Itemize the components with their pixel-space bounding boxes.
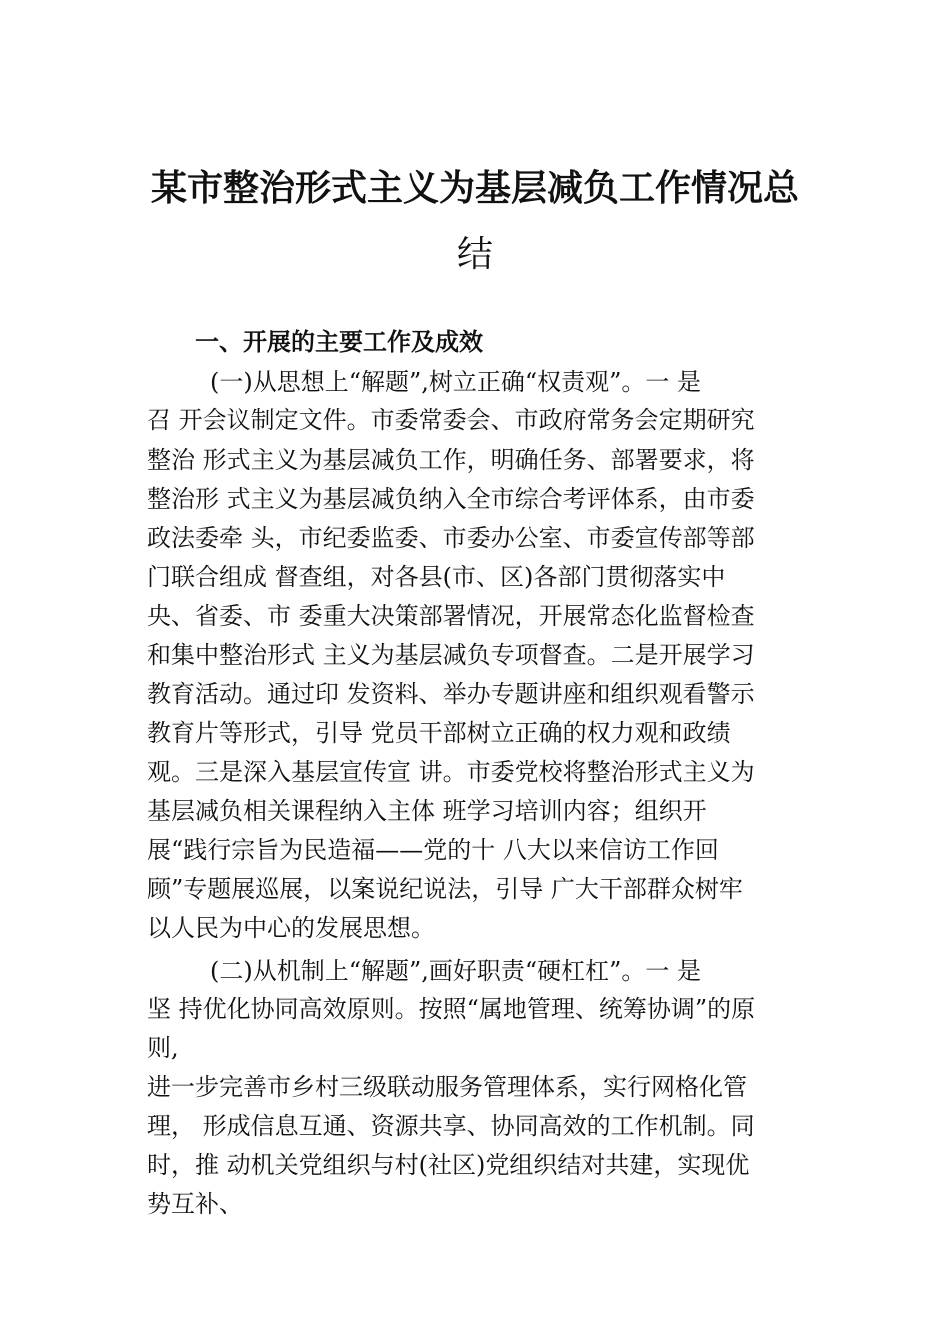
section-heading: 一、开展的主要工作及成效 [195, 328, 483, 356]
body-line-11: 观。三是深入基层宣传宣 讲。市委党校将整治形式主义为 [147, 758, 755, 786]
body-line-9: 教育活动。通过印 发资料、举办专题讲座和组织观看警示 [147, 680, 755, 708]
body-line-10: 教育片等形式，引导 党员干部树立正确的权力观和政绩 [147, 719, 731, 747]
body-line-21: 时，推 动机关党组织与村(社区)党组织结对共建，实现优 [147, 1151, 750, 1179]
body-line-17: 坚 持优化协同高效原则。按照“属地管理、统筹协调”的原 [147, 995, 756, 1023]
document-title-line-1: 某市整治形式主义为基层减负工作情况总 [150, 167, 799, 209]
body-line-8: 和集中整治形式 主义为基层减负专项督查。二是开展学习 [147, 641, 755, 669]
body-line-12: 基层减负相关课程纳入主体 班学习培训内容；组织开 [147, 797, 707, 825]
body-line-16: (二)从机制上“解题”,画好职责“硬杠杠”。一 是 [210, 957, 702, 985]
body-line-13: 展“践行宗旨为民造福——党的十 八大以来信访工作回 [147, 836, 719, 864]
document-title-line-2: 结 [456, 234, 493, 275]
body-line-14: 顾”专题展巡展，以案说纪说法，引导 广大干部群众树牢 [147, 875, 743, 903]
body-line-7: 央、省委、市 委重大决策部署情况，开展常态化监督检查 [147, 602, 755, 630]
body-line-6: 门联合组成 督查组，对各县(市、区)各部门贯彻落实中 [147, 563, 726, 591]
body-line-20: 理， 形成信息互通、资源共享、协同高效的工作机制。同 [147, 1112, 755, 1140]
body-line-1: (一)从思想上“解题”,树立正确“权责观”。一 是 [210, 368, 702, 396]
body-line-2: 召 开会议制定文件。市委常委会、市政府常务会定期研究 [147, 406, 755, 434]
body-line-18: 则, [147, 1034, 179, 1062]
body-line-19: 进一步完善市乡村三级联动服务管理体系，实行网格化管 [147, 1073, 747, 1101]
body-line-5: 政法委牵 头，市纪委监委、市委办公室、市委宣传部等部 [147, 524, 755, 552]
body-line-22: 势互补、 [147, 1190, 243, 1218]
body-line-15: 以人民为中心的发展思想。 [147, 914, 435, 942]
body-line-4: 整治形 式主义为基层减负纳入全市综合考评体系，由市委 [147, 485, 755, 513]
body-line-3: 整治 形式主义为基层减负工作，明确任务、部署要求，将 [147, 446, 755, 474]
